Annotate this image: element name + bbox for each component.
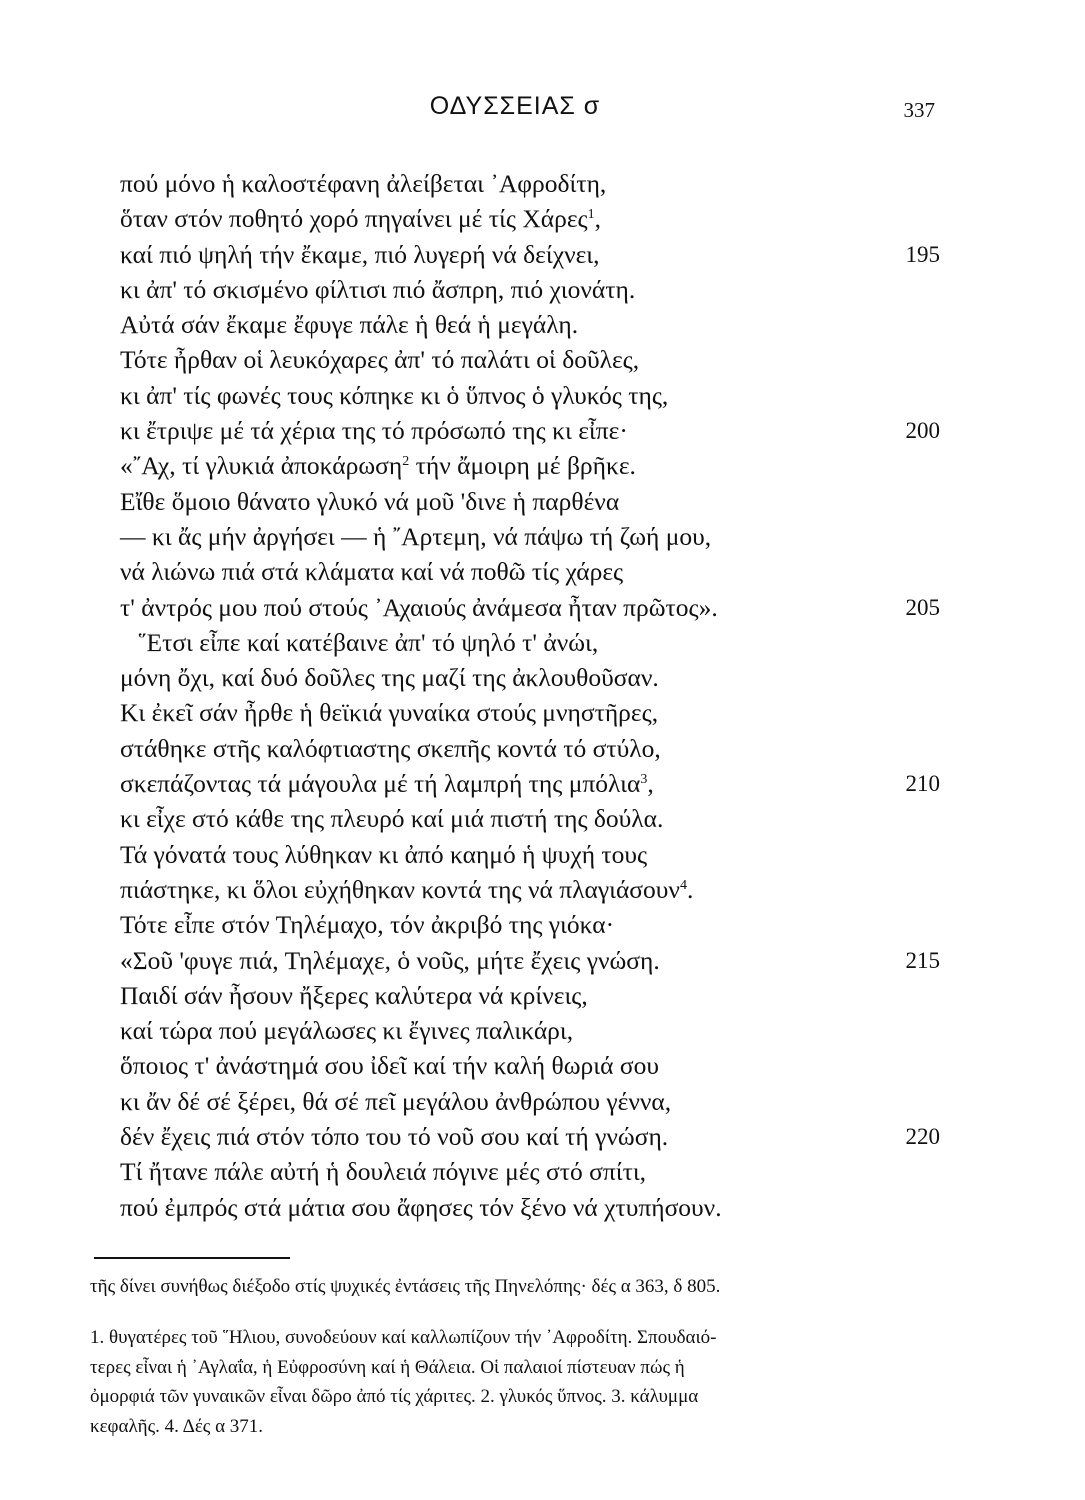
verse-text: «῎Αχ, τί γλυκιά ἀποκάρωση$^2$ τήν ἄμοιρη μέ βρῆκε.: [120, 451, 636, 481]
verse-text: πιάστηκε, κι ὅλοι εὐχήθηκαν κοντά της νά πλαγιάσουν$^4$.: [120, 874, 694, 904]
verse-line: [120, 907, 940, 942]
verse-text: Τότε εἶπε στόν Τηλέμαχο, τόν ἀκριβό της γιόκα·: [120, 910, 615, 940]
verse-line: [120, 766, 940, 801]
footnote-marker: 4: [679, 877, 687, 893]
verse-line: [120, 272, 940, 307]
verse-line: [120, 237, 940, 272]
verse-line: [120, 801, 940, 836]
page-title: ΟΔΥΣΣΕΙΑΣ σ: [429, 92, 601, 120]
verse-line: [120, 1013, 940, 1048]
verse-line: [120, 978, 940, 1013]
verse-line: [120, 837, 940, 872]
verse-text: κι ἀπ' τό σκισμένο φίλτισι πιό ἄσπρη, πιό χιονάτη.: [120, 274, 636, 304]
verse-text: καί τώρα πού μεγάλωσες κι ἔγινες παλικάρι,: [120, 1016, 574, 1046]
footnotes: [90, 1323, 950, 1441]
footnote-line: τερες εἶναι ἡ ᾿Αγλαΐα, ἡ Εὐφροσύνη καί ἡ Θάλεια. Οἱ παλαιοί πίστευαν πώς ἡ: [90, 1356, 685, 1378]
verse-text: «Σοῦ 'φυγε πιά, Τηλέμαχε, ὁ νοῦς, μήτε ἔχεις γνώση.: [120, 945, 660, 975]
verse-line: [120, 590, 940, 625]
footnote-marker: 3: [640, 772, 648, 788]
verse-text: Κι ἐκεῖ σάν ἦρθε ἡ θεϊκιά γυναίκα στούς μνηστῆρες,: [120, 698, 659, 728]
verse-text: ὅταν στόν ποθητό χορό πηγαίνει μέ τίς Χάρες$^1$,: [120, 204, 602, 234]
footnote-line: ὀμορφιά τῶν γυναικῶν εἶναι δῶρο ἀπό τίς χάριτες. 2. γλυκός ὕπνος. 3. κάλυμμα: [90, 1386, 699, 1407]
verse-line: [120, 342, 940, 377]
verse-text: Εἴθε ὅμοιο θάνατο γλυκό νά μοῦ 'δινε ἡ παρθένα: [120, 486, 620, 516]
verse-line: [120, 1048, 940, 1083]
verse-line: [120, 1154, 940, 1189]
footnote-line: 1. θυγατέρες τοῦ ῞Ηλιου, συνοδεύουν καί καλλωπίζουν τήν ᾿Αφροδίτη. Σπουδαιό-: [90, 1327, 717, 1348]
verse-text: Παιδί σάν ἦσουν ἤξερες καλύτερα νά κρίνεις,: [120, 980, 588, 1010]
verse-text: ὅποιος τ' ἀνάστημά σου ἰδεῖ καί τήν καλή θωριά σου: [120, 1051, 659, 1081]
footnote-line: κεφαλῆς. 4. Δές α 371.: [90, 1415, 264, 1437]
verse-line: [120, 448, 940, 483]
verse-text: κι ἀπ' τίς φωνές τους κόπηκε κι ὁ ὕπνος ὁ γλυκός της,: [120, 380, 669, 410]
line-number: 205: [905, 594, 940, 620]
verse-text: δέν ἔχεις πιά στόν τόπο του τό νοῦ σου καί τή γνώση.: [120, 1122, 669, 1152]
verse-text: καί πιό ψηλή τήν ἔκαμε, πιό λυγερή νά δείχνει,: [120, 239, 600, 269]
verse-line: [120, 307, 940, 342]
verse-line: [120, 872, 940, 907]
line-number: 195: [905, 241, 940, 267]
verse-line: [120, 695, 940, 730]
verse-line: [120, 378, 940, 413]
verse-text: ῞Ετσι εἶπε καί κατέβαινε ἀπ' τό ψηλό τ' ἀνώι,: [138, 627, 599, 657]
verse-line: [120, 1190, 940, 1225]
verse-text: κι εἶχε στό κάθε της πλευρό καί μιά πιστή της δούλα.: [120, 804, 664, 834]
verse-text: στάθηκε στῆς καλόφτιαστης σκεπῆς κοντά τό στύλο,: [120, 733, 661, 763]
footnote-marker: 1: [587, 207, 595, 223]
verse-line: [120, 625, 940, 660]
verse-line: [120, 413, 940, 448]
line-number: 220: [905, 1124, 940, 1150]
footnote-divider: [94, 1257, 290, 1259]
page-number: 337: [903, 98, 935, 122]
verse-text: κι ἔτριψε μέ τά χέρια της τό πρόσωπό της κι εἶπε·: [120, 416, 628, 446]
verse-text: Τί ἤτανε πάλε αὐτή ἡ δουλειά πόγινε μές στό σπίτι,: [120, 1157, 647, 1187]
verse-line: [120, 731, 940, 766]
line-number: 200: [905, 418, 940, 444]
verse-line: [120, 519, 940, 554]
verse-line: [120, 166, 940, 201]
footnote-continuation: τῆς δίνει συνήθως διέξοδο στίς ψυχικές ἐντάσεις τῆς Πηνελόπης· δές α 363, δ 805.: [90, 1276, 721, 1297]
verse-line: [120, 484, 940, 519]
verse-text: σκεπάζοντας τά μάγουλα μέ τή λαμπρή της μπόλια$^3$,: [120, 769, 654, 799]
verse-line: [120, 1084, 940, 1119]
poem-text: [120, 166, 940, 1225]
verse-line: [120, 554, 940, 589]
verse-text: τ' ἀντρός μου πού στούς ᾿Αχαιούς ἀνάμεσα ἦταν πρῶτος».: [120, 592, 718, 622]
footnote-marker: 2: [402, 454, 410, 470]
verse-line: [120, 201, 940, 236]
verse-text: μόνη ὄχι, καί δυό δοῦλες της μαζί της ἀκλουθοῦσαν.: [120, 663, 659, 693]
line-number: 215: [905, 947, 940, 973]
verse-text: νά λιώνω πιά στά κλάματα καί νά ποθῶ τίς χάρες: [120, 557, 624, 587]
verse-text: — κι ἄς μήν ἀργήσει — ἡ ῎Αρτεμη, νά πάψω τή ζωή μου,: [120, 521, 712, 551]
verse-line: [120, 943, 940, 978]
line-number: 210: [905, 771, 940, 797]
verse-text: Τά γόνατά τους λύθηκαν κι ἀπό καημό ἡ ψυχή τους: [120, 839, 648, 869]
verse-text: πού μόνο ἡ καλοστέφανη ἀλείβεται ᾿Αφροδίτη,: [120, 169, 607, 198]
verse-text: Αὐτά σάν ἔκαμε ἔφυγε πάλε ἡ θεά ἡ μεγάλη.: [120, 310, 579, 340]
verse-text: πού ἐμπρός στά μάτια σου ἄφησες τόν ξένο νά χτυπήσουν.: [120, 1192, 722, 1222]
verse-text: κι ἄν δέ σέ ξέρει, θά σέ πεῖ μεγάλου ἀνθρώπου γέννα,: [120, 1086, 672, 1116]
verse-line: [120, 1119, 940, 1154]
verse-text: Τότε ἦρθαν οἱ λευκόχαρες ἀπ' τό παλάτι οἱ δοῦλες,: [120, 345, 640, 375]
verse-line: [120, 660, 940, 695]
